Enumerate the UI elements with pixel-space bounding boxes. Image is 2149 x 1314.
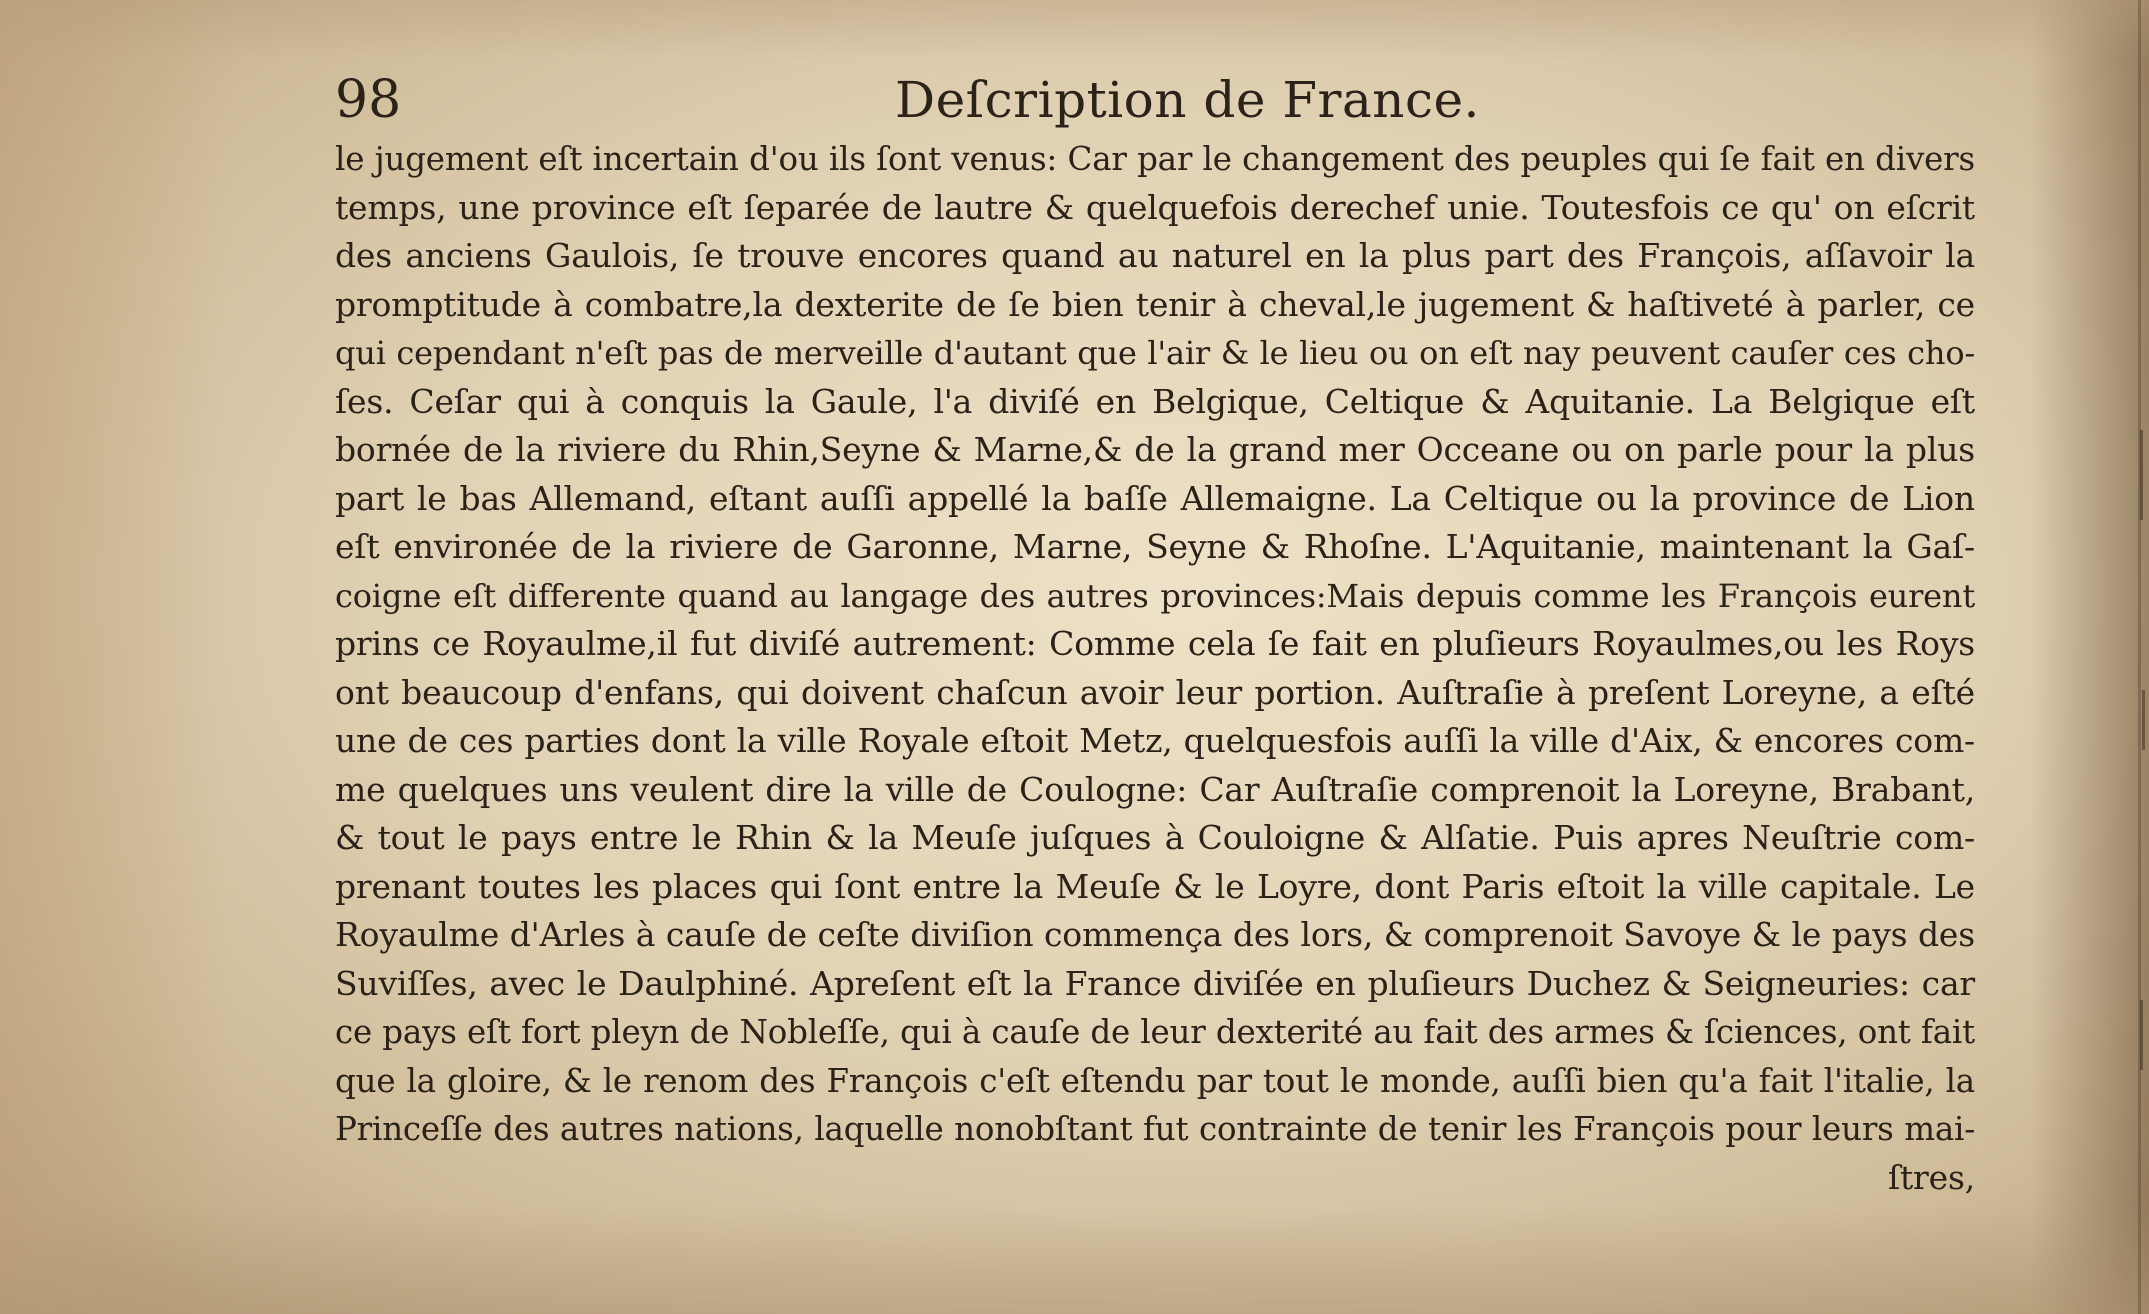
page-fold-line bbox=[2138, 0, 2141, 1314]
text-line: qui cependant n'eſt pas de merveille d'autant que l'air & le lieu ou on eſt nay peuvent cauſer ces cho- bbox=[335, 334, 1975, 372]
text-line: coigne eſt differente quand au langage des autres provinces:Mais depuis comme les François eurent bbox=[335, 576, 1975, 615]
page-header bbox=[335, 60, 1975, 140]
text-line: une de ces parties dont la ville Royale eſtoit Metz, quelquesfois auſſi la ville d'Aix, & encores com- bbox=[335, 721, 1975, 760]
text-line: temps, une province eſt ſeparée de lautre & quelquefois derechef unie. Toutesfois ce qu' on eſcrit bbox=[335, 187, 1975, 227]
left-edge-stain bbox=[0, 0, 230, 1314]
text-line: le jugement eſt incertain d'ou ils ſont venus: Car par le changement des peuples qui ſe fait en divers bbox=[335, 140, 1975, 178]
text-line: promptitude à combatre,la dexterite de ſe bien tenir à cheval,le jugement & haſtiveté à parler, ce bbox=[335, 284, 1975, 324]
page-number: 98 bbox=[335, 70, 402, 130]
running-title: Deſcription de France. bbox=[895, 71, 1480, 129]
edge-mark bbox=[2140, 1000, 2143, 1070]
body-text bbox=[335, 135, 1975, 1202]
text-line: me quelques uns veulent dire la ville de Coulogne: Car Auſtraſie comprenoit la Loreyne, Brabant, bbox=[335, 769, 1975, 809]
text-line: Royaulme d'Arles à cauſe de ceſte diviſion commença des lors, & comprenoit Savoye & le pays des bbox=[335, 915, 1975, 954]
edge-mark bbox=[2142, 690, 2145, 750]
text-line: prenant toutes les places qui ſont entre la Meuſe & le Loyre, dont Paris eſtoit la ville capitale. Le bbox=[335, 866, 1975, 906]
right-edge-shadow bbox=[2029, 0, 2149, 1314]
edge-mark bbox=[2140, 430, 2143, 520]
text-line: prins ce Royaulme,il fut diviſé autrement: Comme cela ſe fait en pluſieurs Royaulmes,ou les Roys bbox=[335, 624, 1975, 663]
text-line: Suviſſes, avec le Daulphiné. Apreſent eſt la France diviſée en pluſieurs Duchez & Seigneuries: car bbox=[335, 963, 1975, 1003]
text-line: bornée de la riviere du Rhin,Seyne & Marne,& de la grand mer Occeane ou on parle pour la plus bbox=[335, 430, 1975, 469]
top-edge-stain bbox=[0, 0, 2149, 60]
text-line: des anciens Gaulois, ſe trouve encores quand au naturel en la plus part des François, aſſavoir la bbox=[335, 236, 1975, 275]
catchword: ſtres, bbox=[1887, 1157, 1975, 1197]
text-line: Princeſſe des autres nations, laquelle nonobſtant fut contrainte de tenir les François pour leurs mai- bbox=[335, 1110, 1975, 1148]
text-line: ce pays eſt fort pleyn de Nobleſſe, qui à cauſe de leur dexterité au fait des armes & ſciences, ont fait bbox=[335, 1013, 1975, 1051]
bottom-edge-stain bbox=[0, 1204, 2149, 1314]
text-line: part le bas Allemand, eſtant auſſi appellé la baſſe Allemaigne. La Celtique ou la province de Lion bbox=[335, 478, 1975, 518]
text-line: eſt environée de la riviere de Garonne, Marne, Seyne & Rhoſne. L'Aquitanie, maintenant la Gaſ- bbox=[335, 527, 1975, 566]
text-line: que la gloire, & le renom des François c'eſt eſtendu par tout le monde, auſſi bien qu'a fait l'italie, la bbox=[335, 1061, 1975, 1100]
text-line: ſes. Ceſar qui à conquis la Gaule, l'a diviſé en Belgique, Celtique & Aquitanie. La Belgique eſt bbox=[335, 381, 1975, 421]
text-line: ont beaucoup d'enfans, qui doivent chaſcun avoir leur portion. Auſtraſie à preſent Loreyne, a eſté bbox=[335, 672, 1975, 712]
text-line: & tout le pays entre le Rhin & la Meuſe juſques à Couloigne & Alſatie. Puis apres Neuſtrie com- bbox=[335, 818, 1975, 857]
